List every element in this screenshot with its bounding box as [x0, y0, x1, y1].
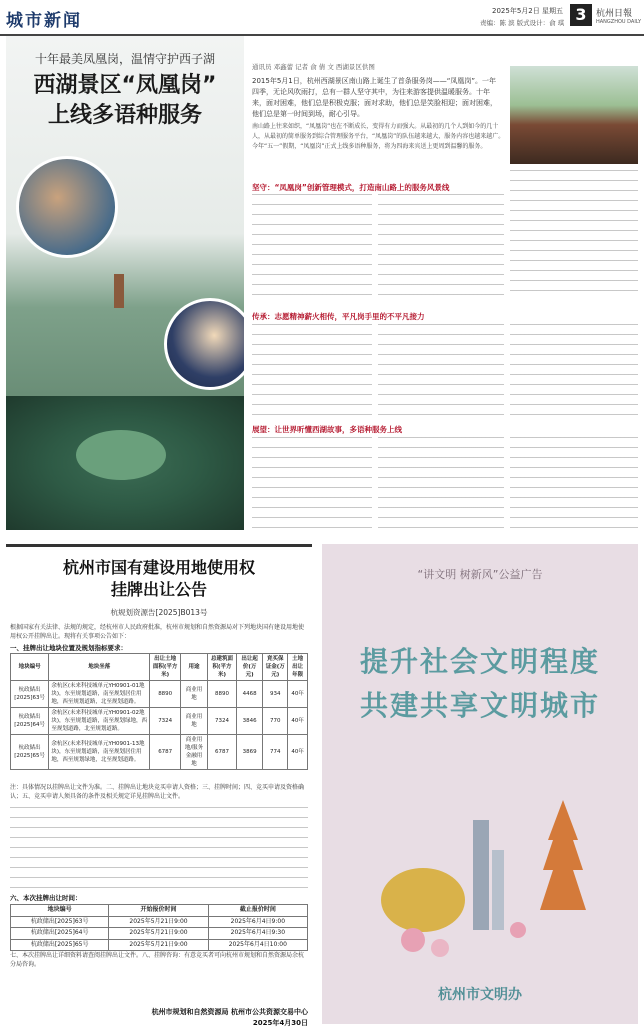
page-number: 3: [570, 4, 592, 26]
announcement-tail: 七、本次挂牌出让详细资料请查阅挂牌出让文件。八、挂牌咨询：有意竞买者可向杭州市规划和自然资源局余杭分局咨询。: [10, 952, 305, 968]
schedule-table-header: 截止报价时间: [208, 905, 307, 917]
article-kicker: 十年最美凤凰岗，温情守护西子湖: [34, 52, 215, 66]
table-cell: 40年: [288, 708, 308, 735]
table-cell: 余杭区(未来科技城单元YH0901-02地块)，东至规划道路，南至规划绿地，西至规划道路，北至规划道路。: [49, 708, 150, 735]
ad-slogan-line1: 提升社会文明程度: [359, 645, 600, 678]
table-cell: 余杭区(未来科技城单元YH0901-13地块)，东至规划道路，南至规划居住用地，西至规划绿地，北至规划道路。: [49, 735, 150, 770]
table-cell: 余杭区(未来科技城单元YH0901-01地块)，东至规划道路，南至规划居住用地，西至规划道路，北至规划道路。: [49, 681, 150, 708]
table-cell: 8890: [150, 681, 181, 708]
pagoda-shape: [540, 800, 586, 910]
hangzhou-skyline-illustration: [368, 780, 598, 960]
parcel-table-header: 用途: [181, 654, 208, 681]
table-cell: 774: [263, 735, 288, 770]
ad-tagline: “讲文明 树新风”公益广告: [417, 568, 543, 581]
flower-shape: [401, 928, 425, 952]
public-service-ad: [322, 544, 638, 1024]
parcel-table-header: 竞买保证金(万元): [263, 654, 288, 681]
table-cell: 商业用地/服务金融用地: [181, 735, 208, 770]
article-text-block: [252, 437, 372, 529]
volunteer-photo: [16, 156, 118, 258]
editor-credits: 责编：陈 滨 版式设计：俞 琪: [480, 19, 565, 27]
table-cell: 杭政储出[2025]64号: [11, 708, 49, 735]
announcement-title-line2: 挂牌出让公告: [110, 580, 207, 599]
stadium-shape: [381, 868, 465, 932]
table-cell: 3869: [237, 735, 263, 770]
issue-date: 2025年5月2日 星期五: [492, 7, 563, 15]
article-text-block: [510, 437, 638, 529]
table-row: [11, 681, 308, 708]
announcement-section-1: 一、挂牌出让地块位置及规划指标要求：: [10, 644, 127, 652]
subheading-1: 坚守：“凤凰岗”创新管理模式，打造南山路上的服务风景线: [252, 183, 450, 192]
announcement-notes: 注：具体情况以挂牌出让文件为准。二、挂牌出让地块竞买申请人资格；三、挂牌时间；四、竞买申请及资格确认；五、竞买申请人须具备的条件及相关规定详见挂牌出让文件。: [10, 784, 305, 800]
table-cell: 40年: [288, 735, 308, 770]
table-row: [11, 916, 308, 928]
subheading-2: 传承：志愿精神薪火相传，平凡岗手里的不平凡接力: [252, 312, 425, 321]
table-cell: 杭政储出[2025]65号: [11, 939, 109, 951]
table-cell: 934: [263, 681, 288, 708]
lake-island-image: [76, 430, 166, 480]
table-cell: 2025年6月4日9:00: [208, 916, 307, 928]
table-cell: 7324: [207, 708, 236, 735]
table-row: [11, 708, 308, 735]
schedule-table: [10, 904, 308, 951]
announcement-text-block: [10, 807, 308, 891]
article-text-block: [378, 324, 504, 416]
table-cell: 40年: [288, 681, 308, 708]
parcel-table: [10, 653, 308, 770]
page-header: [0, 0, 644, 36]
ad-signature: 杭州市文明办: [438, 987, 522, 1003]
table-cell: 770: [263, 708, 288, 735]
table-cell: 7324: [150, 708, 181, 735]
table-cell: 杭政储出[2025]64号: [11, 928, 109, 940]
article-text-block: [378, 194, 504, 300]
flower-shape: [510, 922, 526, 938]
article-text-block: [252, 194, 372, 300]
service-post-photo: [510, 66, 638, 164]
table-cell: 杭政储出[2025]65号: [11, 735, 49, 770]
announcement-signer: 杭州市规划和自然资源局 杭州市公共资源交易中心: [151, 1008, 308, 1016]
announcement-intro: 根据国家有关法律、法规的规定，经杭州市人民政府批准，杭州市规划和自然资源局对下列地块国有建设用地使用权公开挂牌出让。现将有关事项公告如下：: [10, 624, 305, 640]
article-hero: [6, 36, 244, 530]
table-cell: 2025年5月21日9:00: [109, 939, 208, 951]
parcel-table-header: 地块编号: [11, 654, 49, 681]
table-cell: 商业用地: [181, 708, 208, 735]
section-title: 城市新闻: [6, 11, 82, 31]
newspaper-logo-sub: HANGZHOU DAILY: [596, 19, 641, 25]
table-cell: 3846: [237, 708, 263, 735]
announcement-title-line1: 杭州市国有建设用地使用权: [62, 558, 255, 577]
flower-shape: [431, 939, 449, 957]
table-cell: 4468: [237, 681, 263, 708]
tower-shape: [473, 820, 489, 930]
tower-shape: [492, 850, 504, 930]
announcement-section-6: 六、本次挂牌出让时间：: [10, 894, 82, 902]
land-auction-announcement: [6, 544, 312, 1027]
ad-slogan-line2: 共建共享文明城市: [359, 689, 600, 722]
article-text-block: [252, 324, 372, 416]
pagoda-image: [114, 274, 124, 308]
table-cell: 6787: [150, 735, 181, 770]
parcel-table-header: 总建筑面积(平方米): [207, 654, 236, 681]
table-cell: 杭政储出[2025]63号: [11, 681, 49, 708]
table-cell: 商业用地: [181, 681, 208, 708]
article-lead-2: 南山路上往来如织，“凤凰岗”也在不断成长，变得有力而强大。从最初的几个人到如今的几十人，从最初的简单服务到综合管理服务平台，“凤凰岗”的队伍越来越大，服务内容也越来越广。今年“五一”假期，“凤凰岗”正式上线多语种服务，将为四海来宾送上更周到温馨的服务。: [252, 123, 505, 151]
table-cell: 8890: [207, 681, 236, 708]
announcement-doc-number: 杭规划资源告[2025]B013号: [110, 608, 208, 617]
parcel-table-header: 出让起价(万元): [237, 654, 263, 681]
table-row: [11, 939, 308, 951]
table-row: [11, 735, 308, 770]
table-cell: 6787: [207, 735, 236, 770]
table-row: [11, 928, 308, 940]
article-byline: 通讯员 邓鑫蕾 记者 俞 倩 文 西湖景区供图: [252, 63, 375, 71]
schedule-table-header: 地块编号: [11, 905, 109, 917]
west-lake-aerial-image: [6, 396, 244, 530]
article-text-block: [510, 324, 638, 416]
parcel-table-header: 土地出让年限: [288, 654, 308, 681]
article-text-block: [510, 170, 638, 300]
article-text-block: [378, 437, 504, 529]
table-cell: 2025年6月4日10:00: [208, 939, 307, 951]
parcel-table-header: 出让土地面积(平方米): [150, 654, 181, 681]
announcement-date: 2025年4月30日: [252, 1019, 308, 1027]
article-title-line1: 西湖景区“凤凰岗”: [33, 73, 217, 98]
officer-photo: [164, 298, 244, 390]
newspaper-logo: 杭州日報: [596, 9, 633, 19]
table-cell: 2025年6月4日9:30: [208, 928, 307, 940]
table-cell: 杭政储出[2025]63号: [11, 916, 109, 928]
schedule-table-header: 开始报价时间: [109, 905, 208, 917]
article-lead: 2015年5月1日，杭州西湖景区南山路上诞生了首条服务岗——“凤凰岗”。一年四季，无论风吹雨打，总有一群人坚守其中，为往来游客提供温暖服务。十年来，面对困难，他们总是积极克服；面对求助，他们总是笑脸相迎；面对困难，他们总是第一时间到场，耐心引导。: [252, 77, 497, 118]
table-cell: 2025年5月21日9:00: [109, 916, 208, 928]
article-title-line2: 上线多语种服务: [47, 103, 202, 128]
parcel-table-header: 地块坐落: [49, 654, 150, 681]
table-cell: 2025年5月21日9:00: [109, 928, 208, 940]
subheading-3: 展望：让世界听懂西湖故事，多语种服务上线: [252, 425, 402, 434]
